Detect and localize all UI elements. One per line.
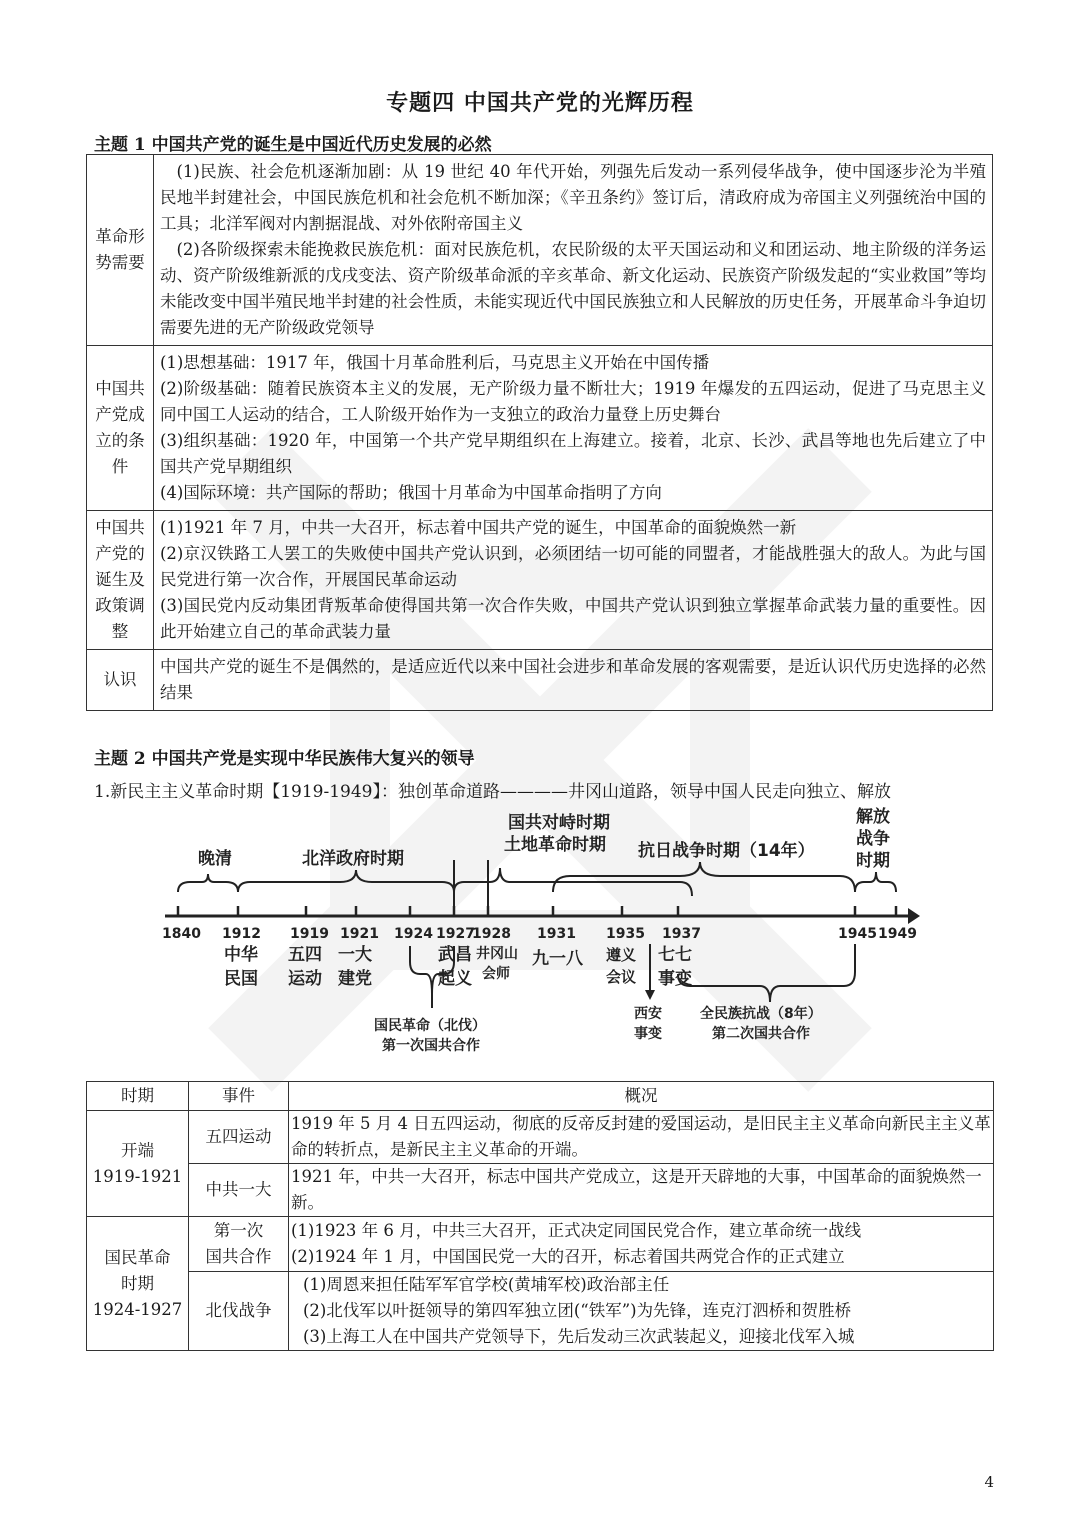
year-1919: 1919 (290, 926, 329, 942)
table-row (87, 1164, 994, 1217)
event-jinggang-2: 会师 (482, 966, 510, 982)
event-wusi-1: 五四 (288, 945, 322, 965)
row-label: 认识 (87, 650, 154, 711)
header-event: 事件 (189, 1082, 289, 1111)
row-content (154, 511, 993, 650)
year-1945: 1945 (838, 926, 877, 942)
row-content (154, 155, 993, 346)
event-wuchang-1: 武昌 (438, 945, 472, 965)
down-arrow-icon (645, 990, 655, 1000)
period-cell (87, 1111, 189, 1217)
header-period: 时期 (87, 1082, 189, 1111)
summary-cell: 1921 年，中共一大召开，标志中国共产党成立，这是开天辟地的大事，中国革命的面貌焕然一新。 (289, 1164, 994, 1217)
row-content (154, 650, 993, 711)
period-cell (87, 1217, 189, 1351)
content-paragraph: (1)1921 年 7 月，中共一大召开，标志着中国共产党的诞生，中国革命的面貌焕然一新 (160, 518, 797, 537)
year-1921: 1921 (340, 926, 379, 942)
event-cell: 五四运动 (189, 1111, 289, 1164)
content-paragraph: (1)思想基础：1917 年，俄国十月革命胜利后，马克思主义开始在中国传播 (160, 353, 710, 372)
row-label: 中国共产党成立的条件 (87, 346, 154, 511)
period-years: 1924-1927 (92, 1299, 183, 1319)
period-years: 1919-1921 (92, 1166, 183, 1186)
table-header-row (87, 1082, 994, 1111)
event-cell: 北伐战争 (189, 1272, 289, 1351)
event-guomin-1: 国民革命（北伐） (374, 1018, 486, 1034)
content-paragraph: (2)各阶级探索未能挽救民族危机：面对民族危机，农民阶级的太平天国运动和义和团运动、地主阶级的洋务运动、资产阶级维新派的戊戌变法、资产阶级革命派的辛亥革命、新文化运动、民族资产阶级发起的“实业救国”等均未能改变中国半殖民地半封建的社会性质，未能实现近代中国民族独立和人民解放的历史任务，开展革命斗争迫切需要先进的无产阶级政党领导 (160, 240, 986, 337)
period-liberation-1: 解放 (856, 807, 890, 827)
header-summary: 概况 (289, 1082, 994, 1111)
page-number: 4 (984, 1473, 994, 1491)
timeline-arrow-icon (908, 908, 920, 924)
event-cell (189, 1217, 289, 1272)
content-paragraph: (1)民族、社会危机逐渐加剧：从 19 世纪 40 年代开始，列强先后发动一系列侵华战争，使中国逐步沦为半殖民地半封建社会，中国民族危机和社会危机不断加深；《辛丑条约》签订后，清政府成为帝国主义列强统治中国的工具；北洋军阀对内割据混战、对外依附帝国主义 (160, 162, 986, 233)
section2-heading: 主题 2 中国共产党是实现中华民族伟大复兴的领导 (94, 749, 475, 769)
content-paragraph: (2)阶级基础：随着民族资本主义的发展，无产阶级力量不断壮大；1919 年爆发的五四运动，促进了马克思主义同中国工人运动的结合，工人阶级开始作为一支独立的政治力量登上历史舞台 (160, 379, 986, 424)
content-paragraph: (3)组织基础：1920 年，中国第一个共产党早期组织在上海建立。接着，北京、长沙、武昌等地也先后建立了中国共产党早期组织 (160, 431, 986, 476)
event-jiuyiba: 九一八 (532, 949, 583, 969)
event-qiqi-2: 事变 (658, 969, 692, 989)
table-row (87, 511, 993, 650)
summary-line: (2)1924 年 1 月，中国国民党一大的召开，标志着国共两党合作的正式建立 (291, 1247, 845, 1266)
table-row (87, 1111, 994, 1164)
event-kangzhan-1: 全民族抗战（8年） (700, 1006, 822, 1022)
event-zunyi-2: 会议 (606, 968, 637, 986)
timeline-diagram (160, 804, 920, 1054)
year-1949: 1949 (878, 926, 917, 942)
year-1924: 1924 (394, 926, 433, 942)
event-guomin-2: 第一次国共合作 (382, 1038, 480, 1054)
event-wusi-2: 运动 (288, 969, 322, 989)
new-democracy-table (86, 1081, 994, 1351)
period-confront: 国共对峙时期 (508, 813, 610, 833)
summary-cell (289, 1272, 994, 1351)
summary-cell: 1919 年 5 月 4 日五四运动，彻底的反帝反封建的爱国运动，是旧民主主义革命向新民主主义革命的转折点，是新民主主义革命的开端。 (289, 1111, 994, 1164)
summary-line: (1)周恩来担任陆军军官学校(黄埔军校)政治部主任 (303, 1275, 670, 1294)
table-row (87, 155, 993, 346)
period-liberation-2: 战争 (856, 829, 890, 849)
year-1935: 1935 (606, 926, 645, 942)
year-1928: 1928 (472, 926, 511, 942)
section1-heading: 主题 1 中国共产党的诞生是中国近代历史发展的必然 (94, 135, 492, 155)
event-kangzhan-2: 第二次国共合作 (712, 1026, 810, 1042)
content-paragraph: (4)国际环境：共产国际的帮助；俄国十月革命为中国革命指明了方向 (160, 483, 662, 502)
row-label: 中国共产党的诞生及政策调整 (87, 511, 154, 650)
year-1927: 1927 (436, 926, 475, 942)
period-braces (178, 862, 896, 896)
table-row (87, 1272, 994, 1351)
content-paragraph: 中国共产党的诞生不是偶然的，是适应近代以来中国社会进步和革命发展的客观需要，是近认识代历史选择的必然结果 (160, 657, 986, 702)
table-row (87, 346, 993, 511)
event-zhonghua-1: 中华 (224, 945, 258, 965)
year-labels (162, 926, 917, 942)
event-xian-2: 事变 (634, 1026, 662, 1042)
year-1931: 1931 (537, 926, 576, 942)
period-land-revolution: 土地革命时期 (504, 835, 606, 855)
event-qiqi-1: 七七 (658, 945, 692, 965)
event-cell: 中共一大 (189, 1164, 289, 1217)
table-row (87, 1217, 994, 1272)
summary-line: (2)北伐军以叶挺领导的第四军独立团(“铁军”)为先锋，连克汀泗桥和贺胜桥 (303, 1301, 852, 1320)
period-anti-japan: 抗日战争时期（14年） (638, 841, 815, 861)
row-label: 革命形势需要 (87, 155, 154, 346)
row-content (154, 346, 993, 511)
event-zunyi-1: 遵义 (606, 946, 637, 964)
year-1912: 1912 (222, 926, 261, 942)
period-name: 开端 (121, 1140, 154, 1160)
page-title: 专题四 中国共产党的光辉历程 (386, 90, 694, 116)
period-late-qing: 晚清 (198, 849, 232, 869)
year-1937: 1937 (662, 926, 701, 942)
period-beiyang: 北洋政府时期 (302, 849, 404, 869)
event-jinggang-1: 井冈山 (476, 946, 518, 962)
content-paragraph: (2)京汉铁路工人罢工的失败使中国共产党认识到，必须团结一切可能的同盟者，才能战胜强大的敌人。为此与国民党进行第一次合作，开展国民革命运动 (160, 544, 986, 589)
period-liberation-3: 时期 (856, 851, 890, 871)
summary-line: (3)上海工人在中国共产党领导下，先后发动三次武装起义，迎接北伐军入城 (303, 1327, 855, 1346)
event-wuchang-2: 起义 (438, 969, 472, 989)
event-yida-1: 一大 (338, 945, 372, 965)
summary-line: (1)1923 年 6 月，中共三大召开，正式决定同国民党合作，建立革命统一战线 (291, 1221, 862, 1240)
period-description: 1.新民主主义革命时期【1919-1949】：独创革命道路————井冈山道路，领导中国人民走向独立、解放 (94, 782, 891, 802)
period-labels (198, 806, 890, 871)
table-row (87, 650, 993, 711)
year-1840: 1840 (162, 926, 201, 942)
period-name: 国民革命 (104, 1247, 171, 1267)
event-yida-2: 建党 (338, 969, 372, 989)
section1-table (86, 154, 993, 711)
event-xian-1: 西安 (634, 1006, 662, 1022)
event-name-2: 国共合作 (205, 1247, 272, 1266)
period-name-2: 时期 (121, 1273, 154, 1293)
event-labels (224, 944, 822, 1054)
content-paragraph: (3)国民党内反动集团背叛革命使得国共第一次合作失败，中国共产党认识到独立掌握革命武装力量的重要性。因此开始建立自己的革命武装力量 (160, 596, 986, 641)
event-name-1: 第一次 (213, 1221, 264, 1240)
event-zhonghua-2: 民国 (224, 969, 258, 989)
summary-cell (289, 1217, 994, 1272)
